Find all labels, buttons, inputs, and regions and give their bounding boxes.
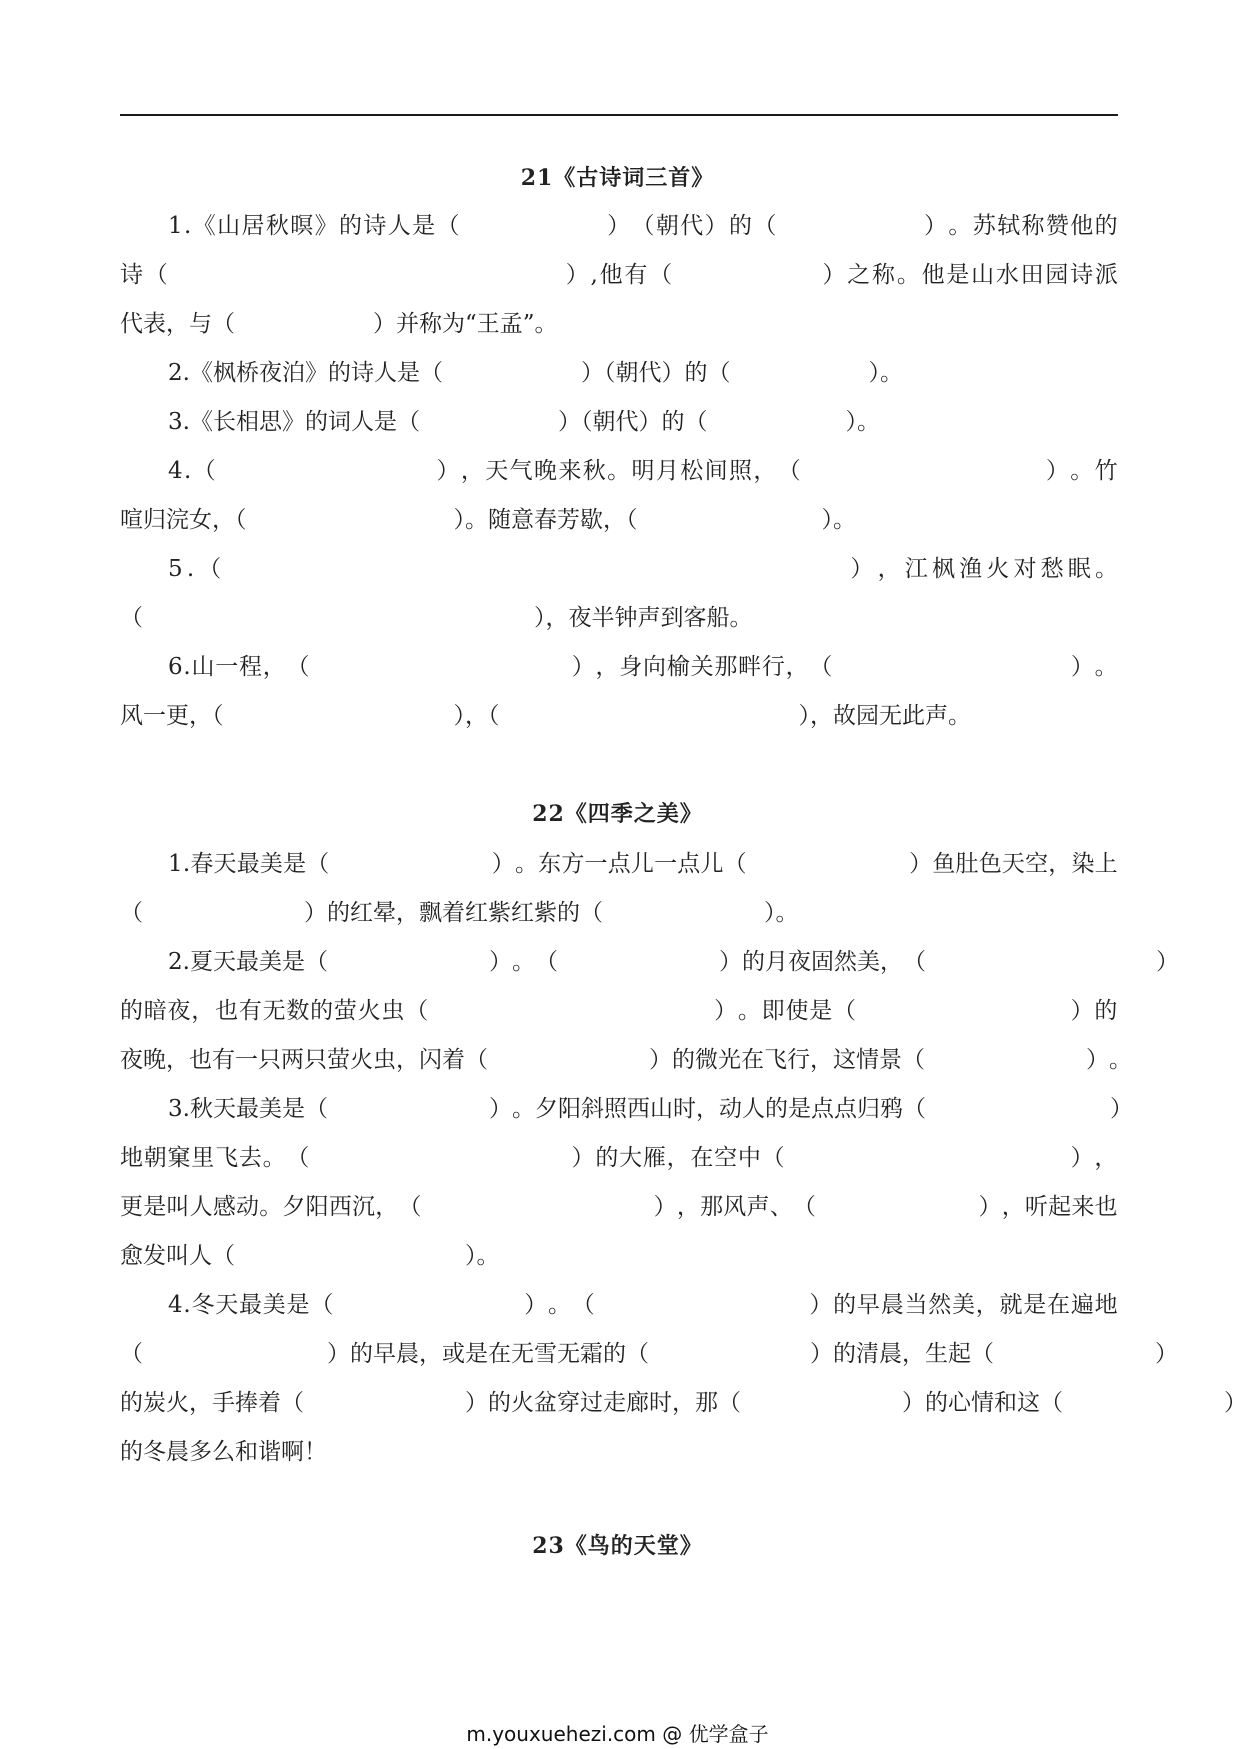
text-line: （ ）的红晕，飘着红紫红紫的（ ）。	[120, 900, 799, 926]
section-21-body	[120, 202, 1118, 741]
header-rule	[120, 114, 1118, 116]
section-title-23: 23《鸟的天堂》	[532, 1533, 703, 1559]
text-line: 2.《枫桥夜泊》的诗人是（ ）（朝代）的（ ）。	[168, 360, 903, 386]
section-title-21: 21《古诗词三首》	[520, 165, 715, 191]
text-line: 4 . 冬 天 最 美 是 （ ） 。 （ ） 的 早 晨 当 然 美 ， 就 是 在 遍 地	[168, 1292, 1118, 1318]
text-line: 喧归浣女，（ ）。随意春芳歇，（ ）。	[120, 507, 856, 533]
text-line: 5 . （ ） ， 江 枫 渔 火 对 愁 眠 。	[168, 556, 1118, 582]
text-line: 的 暗 夜 ， 也 有 无 数 的 萤 火 虫 （ ） 。 即 使 是 （ ） 的	[120, 998, 1118, 1024]
text-line: 3.《长相思》的词人是（ ）（朝代）的（ ）。	[168, 409, 880, 435]
text-line: 风一更，（ ），（ ），故园无此声。	[120, 703, 971, 729]
text-line: 的冬晨多么和谐啊！	[120, 1439, 327, 1465]
text-line: 1 . 春 天 最 美 是 （ ） 。 东 方 一 点 儿 一 点 儿 （ ） 鱼 肚 色 天 空 ， 染 上	[168, 851, 1118, 877]
text-line: 愈发叫人（ ）。	[120, 1243, 500, 1269]
text-line: 3 . 秋 天 最 美 是 （ ） 。 夕 阳 斜 照 西 山 时 ， 动 人 的 是 点 点 归 鸦 （ ）	[168, 1096, 1133, 1122]
text-line: 地 朝 窠 里 飞 去 。 （ ） 的 大 雁 ， 在 空 中 （ ） ，	[120, 1145, 1118, 1171]
text-line: 夜 晚 ， 也 有 一 只 两 只 萤 火 虫 ， 闪 着 （ ） 的 微 光 在 飞 行 ， 这 情 景 （ ） 。	[120, 1047, 1132, 1073]
footer-watermark: m.youxuehezi.com @ 优学盒子	[466, 1722, 769, 1746]
text-line: 4 . （ ） ， 天 气 晚 来 秋 。 明 月 松 间 照 ， （ ） 。 竹	[168, 458, 1118, 484]
section-title-22: 22《四季之美》	[532, 801, 703, 827]
text-line: （ ），夜半钟声到客船。	[120, 605, 753, 631]
text-line: （ ） 的 早 晨 ， 或 是 在 无 雪 无 霜 的 （ ） 的 清 晨 ， 生 起 （ ）	[120, 1341, 1178, 1367]
text-line: 2 . 夏 天 最 美 是 （ ） 。 （ ） 的 月 夜 固 然 美 ， （ ）	[168, 949, 1179, 975]
text-line: 诗 （ ） , 他 有 （ ） 之 称 。 他 是 山 水 田 园 诗 派	[120, 262, 1118, 288]
text-line: 6 . 山 一 程 ， （ ） ， 身 向 榆 关 那 畔 行 ， （ ） 。	[168, 654, 1118, 680]
text-line: 1 . 《 山 居 秋 暝 》 的 诗 人 是 （ ） （ 朝 代 ） 的 （ ） 。 苏 轼 称 赞 他 的	[168, 213, 1118, 239]
text-line: 代表，与（ ）并称为“王孟”。	[120, 311, 558, 337]
text-line: 更 是 叫 人 感 动 。 夕 阳 西 沉 ， （ ） ， 那 风 声 、 （ ） ， 听 起 来 也	[120, 1194, 1118, 1220]
text-line: 的 炭 火 ， 手 捧 着 （ ） 的 火 盆 穿 过 走 廊 时 ， 那 （ ） 的 心 情 和 这 （ ）	[120, 1390, 1247, 1416]
section-22-body	[120, 840, 1247, 1477]
